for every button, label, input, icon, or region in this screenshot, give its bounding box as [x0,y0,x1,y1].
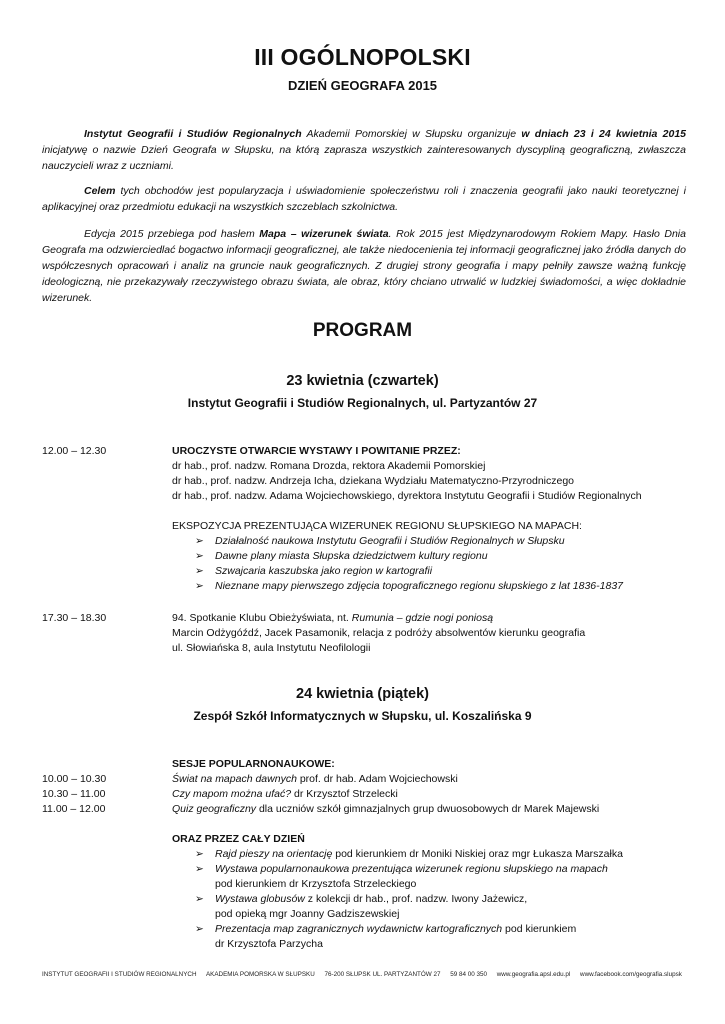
intro-p3-text-1: Edycja 2015 przebiega pod hasłem [84,228,260,240]
day2-allday-item-2-rest: pod kierunkiem dr Krzysztofa Strzeleckiego [215,878,417,890]
document-subtitle: DZIEŃ GEOGRAFA 2015 [287,78,438,93]
day2-session-3-rest: dla uczniów szkół gimnazjalnych grup dwuosobowych dr Marek Majewski [256,803,600,815]
day1-expo-heading: EKSPOZYCJA PREZENTUJĄCA WIZERUNEK REGIONU SŁUPSKIEGO NA MAPACH: [172,520,582,532]
intro-paragraph-3 [42,226,686,306]
day1-slot1-line-3: dr hab., prof. nadzw. Adama Wojciechowskiego, dyrektora Instytutu Geografii i Studiów Regionalnych [172,490,642,502]
day2-allday-item-1-rest: pod kierunkiem dr Moniki Niskiej oraz mgr Łukasza Marszałka [332,848,623,860]
day2-session-2-title: Czy mapom można ufać? [172,788,292,800]
day1-slot2-line-1 [172,611,493,626]
footer-institute: INSTYTUT GEOGRAFII I STUDIÓW REGIONALNYCH [42,971,197,978]
day2-allday-item-3-title: Wystawa globusów [215,893,305,905]
intro-p3-bold: Mapa – wizerunek świata [259,228,389,240]
day2-session-1-rest: prof. dr hab. Adam Wojciechowski [296,773,458,785]
intro-p1-bold-1: Instytut Geografii i Studiów Regionalnych [84,128,302,140]
day2-allday-item-4-rest: pod kierunkiem [502,923,577,935]
day1-expo-item-1-text: Działalność naukowa Instytutu Geografii i Studiów Regionalnych w Słupsku [215,535,565,547]
arrow-bullet-icon: ➢ [195,550,204,562]
intro-p1-text-2: inicjatywę o nazwie Dzień Geografa w Słupsku, na którą zaprasza wszystkich zainteresowanych dyscypliną geograficzną, zwłaszcza nauczycieli wraz z uczniami. [42,144,686,172]
day2-session-1-title: Świat na mapach dawnych [172,773,297,785]
day2-allday-item-2-title: Wystawa popularnonaukowa prezentująca wizerunek regionu słupskiego na mapach [215,863,608,875]
intro-p2-bold: Celem [84,185,116,197]
day2-allday-item-4-text [215,922,576,937]
day2-allday-item-3-text [215,892,527,907]
day1-slot1-line-1: dr hab., prof. nadzw. Romana Drozda, rektora Akademii Pomorskiej [172,460,486,472]
day1-expo-item-4-text: Nieznane mapy pierwszego zdjęcia topograficznego regionu słupskiego z lat 1836-1837 [215,580,624,592]
arrow-bullet-icon: ➢ [195,923,204,935]
day1-slot1-time: 12.00 – 12.30 [42,445,107,457]
day1-slot1-line-2: dr hab., prof. nadzw. Andrzeja Icha, dziekana Wydziału Matematyczno-Przyrodniczego [172,475,575,487]
intro-p2-text: tych obchodów jest popularyzacja i uświadomienie społeczeństwu roli i znaczenia geografii jako nauki teoretycznej i aplikacyjnej oraz przedmiotu edukacji na wszystkich szczeblach szkolnictwa. [42,185,686,213]
day2-session-2-rest: dr Krzysztof Strzelecki [291,788,398,800]
day2-allday-item-1-text [215,847,623,862]
intro-p1-text-1: Akademii Pomorskiej w Słupsku organizuje [301,128,522,140]
day2-allday-item-4-rest2: dr Krzysztofa Parzycha [215,938,323,950]
day2-session-3-title: Quiz geograficzny [172,803,257,815]
arrow-bullet-icon: ➢ [195,893,204,905]
intro-paragraph-1 [42,126,686,174]
arrow-bullet-icon: ➢ [195,848,204,860]
footer-web-link[interactable]: www.geografia.apsl.edu.pl [496,971,571,978]
day2-session-3-time: 11.00 – 12.00 [42,803,106,815]
footer-academy: AKADEMIA POMORSKA W SŁUPSKU [205,971,315,978]
intro-p1-bold-2: w dniach 23 i 24 kwietnia 2015 [521,128,687,140]
arrow-bullet-icon: ➢ [195,535,204,547]
day2-allday-heading: ORAZ PRZEZ CAŁY DZIEŃ [172,833,305,845]
day2-title: 24 kwietnia (piątek) [296,686,429,702]
page-footer [42,971,692,978]
intro-p3-text-2: . Rok 2015 jest Międzynarodowym Rokiem Mapy. Hasło Dnia Geografa ma odzwierciedlać bogactwo informacji geograficznej, ale także niedocenienia tej informacji geograficznej jako źródła danych do współczesnych opracowań i analiz na gruncie nauk geograficznych. Z drugiej strony geografia i mapy pełniły zawsze ważną funkcję ideologiczną, nie przekazywały rzeczywistego obrazu świata, ale obraz, który chciano utrwalić w ludzkiej świadomości, a więc dokładnie wizerunek. [42,228,686,304]
day2-allday-item-3-rest2: pod opieką mgr Joanny Gadziszewskiej [215,908,400,920]
day1-slot2-line-2: Marcin Odżygóźdź, Jacek Pasamonik, relacja z podróży absolwentów kierunku geografia [172,627,586,639]
day1-slot1-heading: UROCZYSTE OTWARCIE WYSTAWY I POWITANIE PRZEZ: [172,445,461,457]
day2-session-2-time: 10.30 – 11.00 [42,788,106,800]
day2-session-3 [172,802,599,817]
day2-session-1-time: 10.00 – 10.30 [42,773,107,785]
day1-slot2-line-1a: 94. Spotkanie Klubu Obieżyświata, nt. [172,612,352,624]
footer-phone: 59 84 00 350 [450,971,487,978]
footer-facebook-link[interactable]: www.facebook.com/geografia.slupsk [580,971,682,978]
day1-slot2-line-1b: Rumunia – gdzie nogi poniosą [351,612,494,624]
day2-session-1 [172,772,458,787]
day2-place: Zespół Szkół Informatycznych w Słupsku, ul. Koszalińska 9 [193,709,532,723]
day2-sessions-heading: SESJE POPULARNONAUKOWE: [172,758,335,770]
arrow-bullet-icon: ➢ [195,565,204,577]
day2-allday-item-4-title: Prezentacja map zagranicznych wydawnictw kartograficznych [215,923,503,935]
day1-slot2-time: 17.30 – 18.30 [42,612,107,624]
footer-address: 76-200 SŁUPSK UL. PARTYZANTÓW 27 [324,971,441,978]
day2-allday-item-1-title: Rajd pieszy na orientację [215,848,333,860]
day1-slot2-line-3: ul. Słowiańska 8, aula Instytutu Neofilologii [172,642,371,654]
day1-place: Instytut Geografii i Studiów Regionalnych, ul. Partyzantów 27 [187,396,538,410]
arrow-bullet-icon: ➢ [195,863,204,875]
day1-title: 23 kwietnia (czwartek) [286,373,439,389]
document-title: III OGÓLNOPOLSKI [254,44,471,70]
day2-session-2 [172,787,398,802]
intro-paragraph-2 [42,183,686,215]
day2-allday-item-3-rest: z kolekcji dr hab., prof. nadzw. Iwony Jażewicz, [304,893,528,905]
day1-expo-item-3-text: Szwajcaria kaszubska jako region w kartografii [215,565,433,577]
program-heading: PROGRAM [312,320,413,341]
day1-expo-item-2-text: Dawne plany miasta Słupska dziedzictwem kultury regionu [215,550,488,562]
arrow-bullet-icon: ➢ [195,580,204,592]
